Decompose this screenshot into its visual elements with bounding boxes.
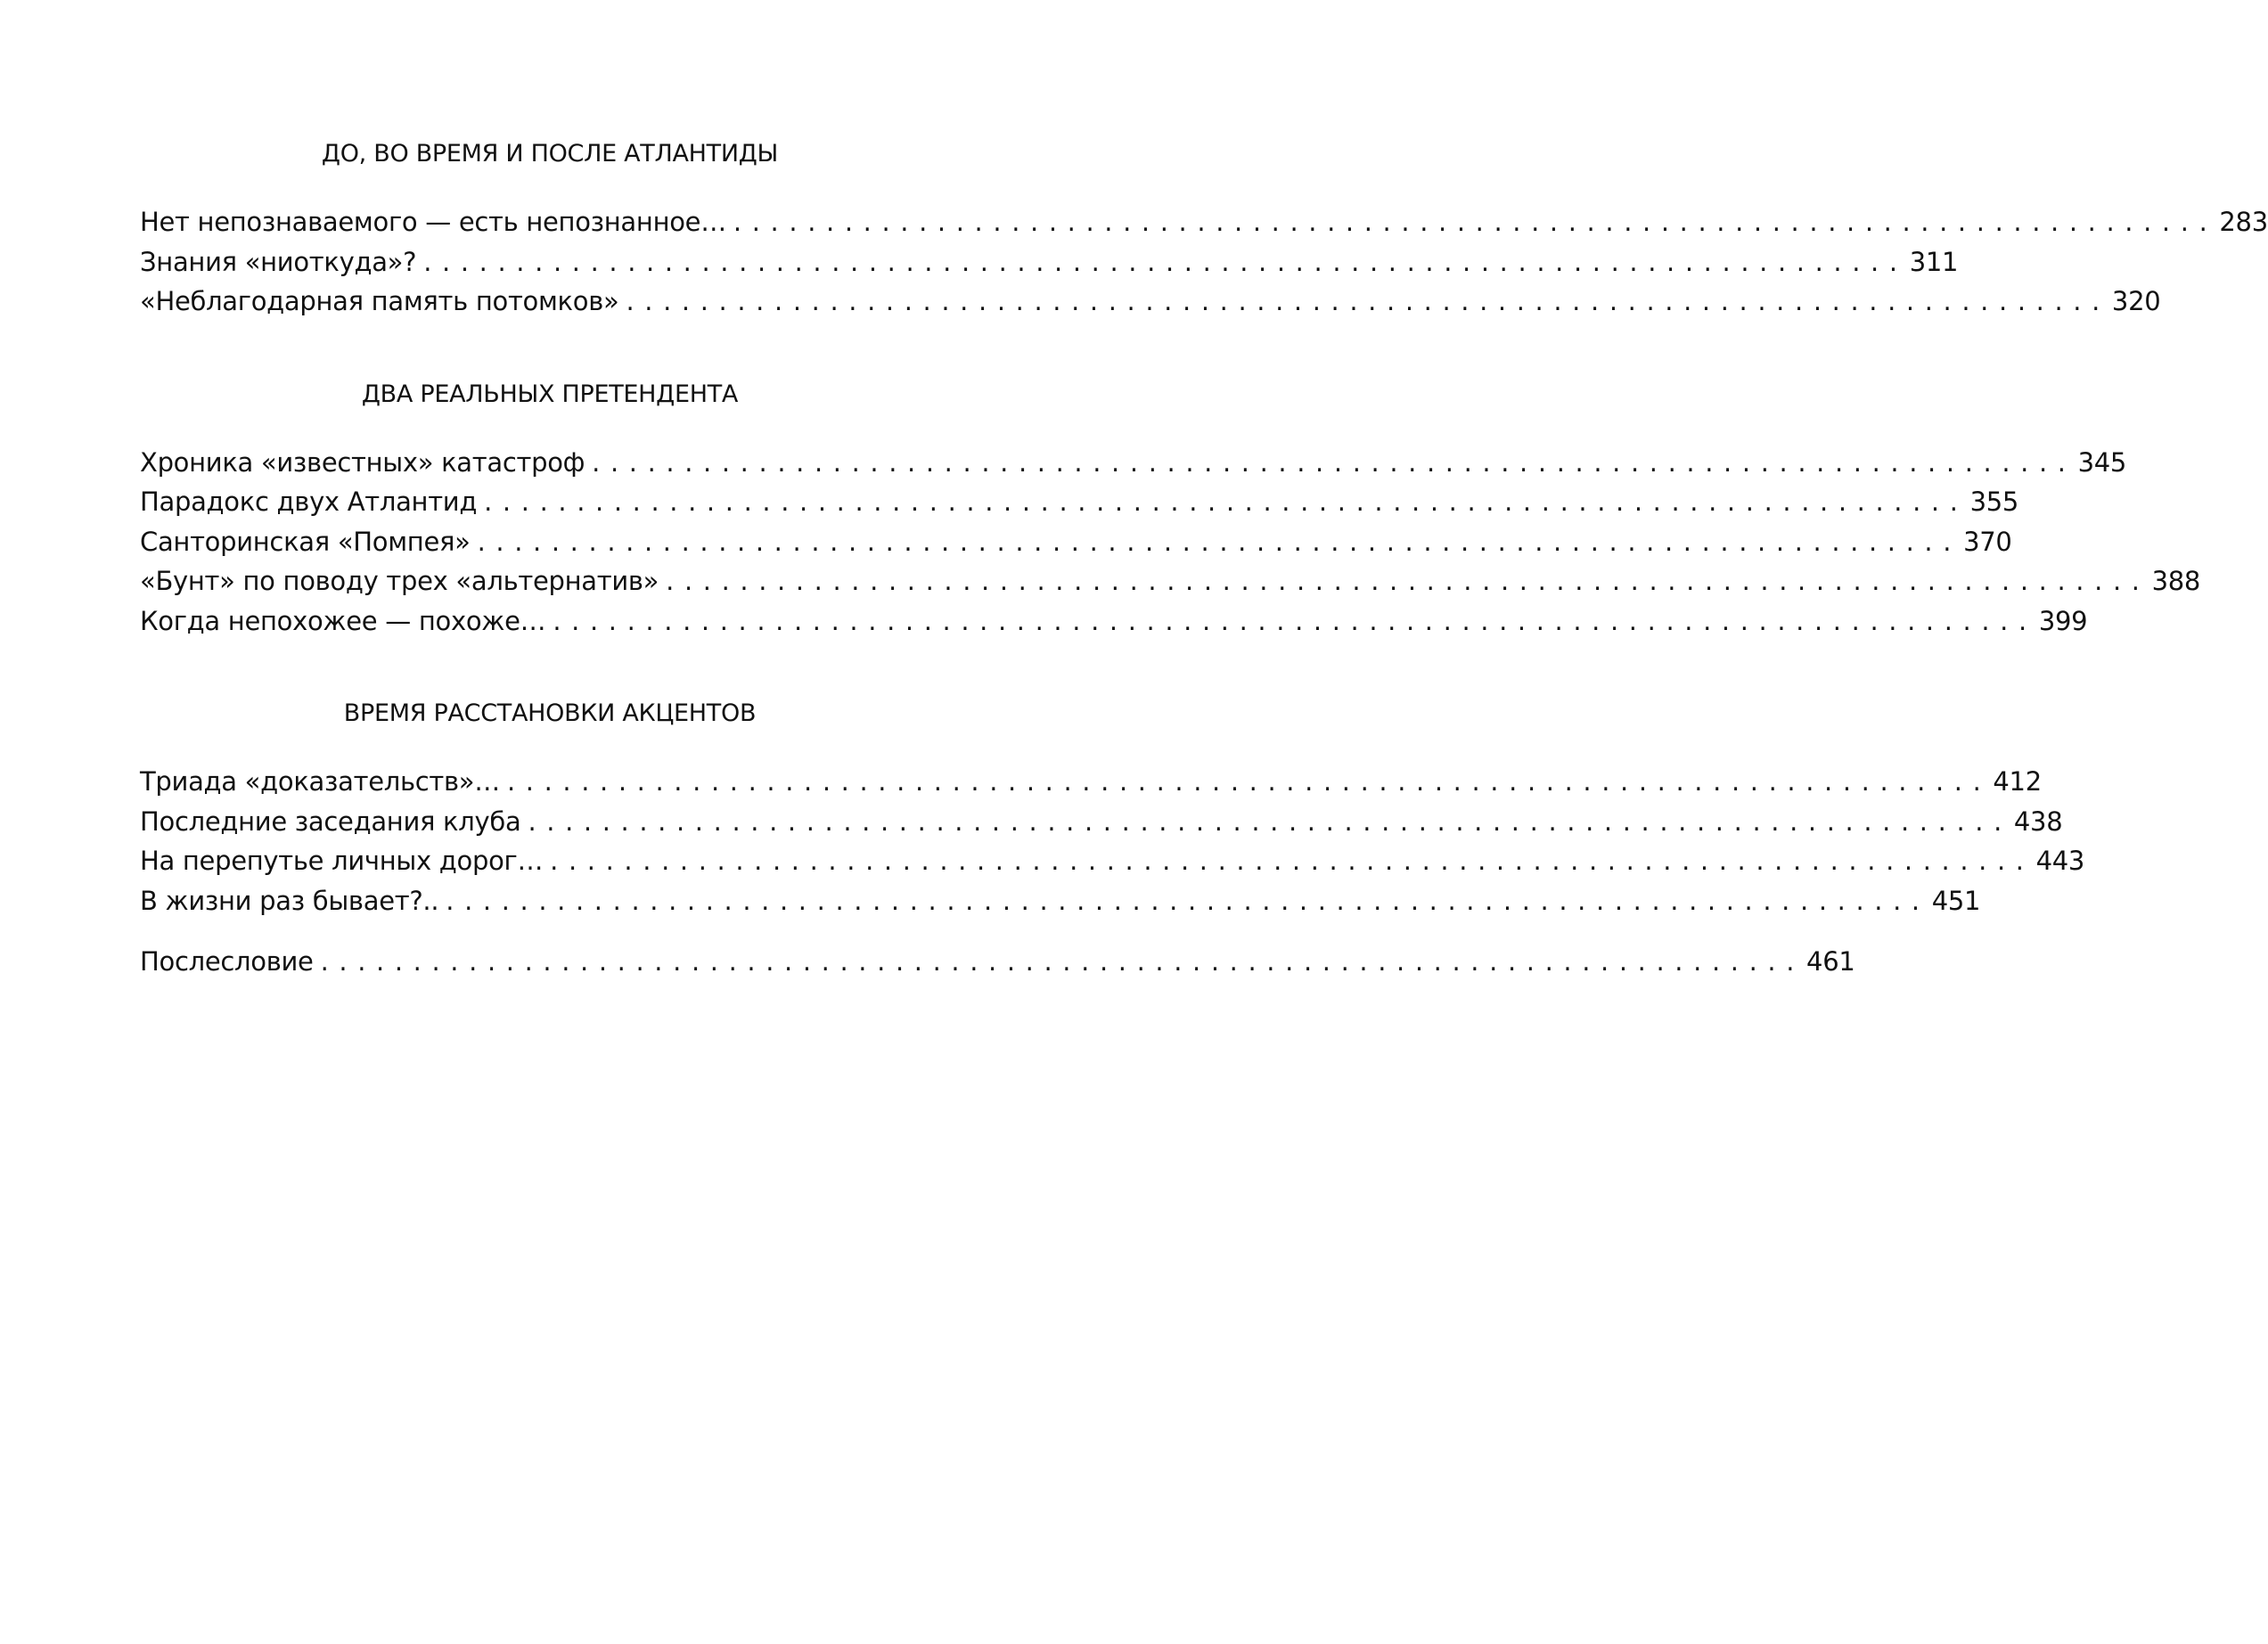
dot-leader: ................................................................................ [446, 885, 1930, 916]
section-heading: ДО, ВО ВРЕМЯ И ПОСЛЕ АТЛАНТИДЫ [321, 140, 779, 168]
toc-entry-title: Последние заседания клуба [140, 806, 521, 837]
dot-leader: ................................................................................ [423, 246, 1908, 277]
toc-entry[interactable] [140, 282, 2161, 322]
toc-page-number: 388 [2151, 566, 2201, 596]
dot-leader: ................................................................................ [320, 946, 1805, 977]
toc-entry-title: Санторинская «Помпея» [140, 526, 471, 557]
toc-page-number: 345 [2077, 446, 2127, 478]
toc-page-number: 461 [1806, 946, 1855, 977]
dot-leader: ................................................................................ [528, 806, 2012, 837]
dot-leader: ................................................................................ [484, 487, 1969, 517]
dot-leader: ................................................................................ [550, 846, 2035, 876]
dot-leader: ................................................................................ [553, 605, 2037, 636]
section-heading: ВРЕМЯ РАССТАНОВКИ АКЦЕНТОВ [343, 699, 757, 727]
dot-leader: ................................................................................ [506, 766, 1992, 797]
toc-entry-title: Нет непознаваемого — есть непознанное… [140, 207, 726, 237]
toc-page-number: 443 [2035, 846, 2085, 876]
toc-entry-title: Парадокс двух Атлантид [140, 487, 478, 517]
toc-entry[interactable] [140, 443, 2127, 483]
toc-entry[interactable] [140, 522, 2012, 562]
toc-entry[interactable] [140, 242, 1959, 282]
dot-leader: ................................................................................ [666, 566, 2150, 596]
toc-page-number: 370 [1963, 526, 2012, 557]
toc-entry[interactable] [140, 881, 1981, 921]
toc-page-number: 283 [2219, 207, 2268, 237]
dot-leader: ................................................................................ [626, 286, 2110, 316]
dot-leader: ................................................................................ [592, 446, 2076, 478]
toc-page-number: 412 [1993, 766, 2042, 797]
toc-page-number: 320 [2111, 286, 2161, 316]
toc-page-number: 399 [2038, 605, 2088, 636]
toc-page-number: 311 [1909, 246, 1959, 277]
toc-entry-title: Хроника «известных» катастроф [140, 446, 585, 478]
toc-entry[interactable] [140, 202, 2268, 242]
toc-entry-title: В жизни раз бывает?.. [140, 885, 439, 916]
toc-entry[interactable] [140, 762, 2042, 802]
toc-entry-afterword[interactable] [140, 942, 1855, 982]
toc-entry[interactable] [140, 561, 2201, 601]
dot-leader: ................................................................................ [477, 526, 1962, 557]
dot-leader: ................................................................................ [733, 207, 2218, 237]
toc-entry[interactable] [140, 841, 2085, 881]
toc-page-number: 438 [2013, 806, 2063, 837]
toc-entry[interactable] [140, 802, 2063, 842]
toc-entry-title: «Неблагодарная память потомков» [140, 286, 619, 316]
toc-page-number: 355 [1969, 487, 2019, 517]
toc-entry[interactable] [140, 482, 2019, 522]
toc-entry-title: Когда непохожее — похоже… [140, 605, 546, 636]
toc-entry-title: Послесловие [140, 946, 314, 977]
toc-entry-title: Знания «ниоткуда»? [140, 246, 417, 277]
toc-entry-title: На перепутье личных дорог… [140, 846, 544, 876]
toc-entry[interactable] [140, 601, 2088, 642]
toc-page-number: 451 [1931, 885, 1981, 916]
toc-entry-title: Триада «доказательств»… [140, 766, 500, 797]
toc-entry-title: «Бунт» по поводу трех «альтернатив» [140, 566, 659, 596]
section-heading: ДВА РЕАЛЬНЫХ ПРЕТЕНДЕНТА [361, 380, 739, 408]
table-of-contents [140, 138, 2268, 982]
